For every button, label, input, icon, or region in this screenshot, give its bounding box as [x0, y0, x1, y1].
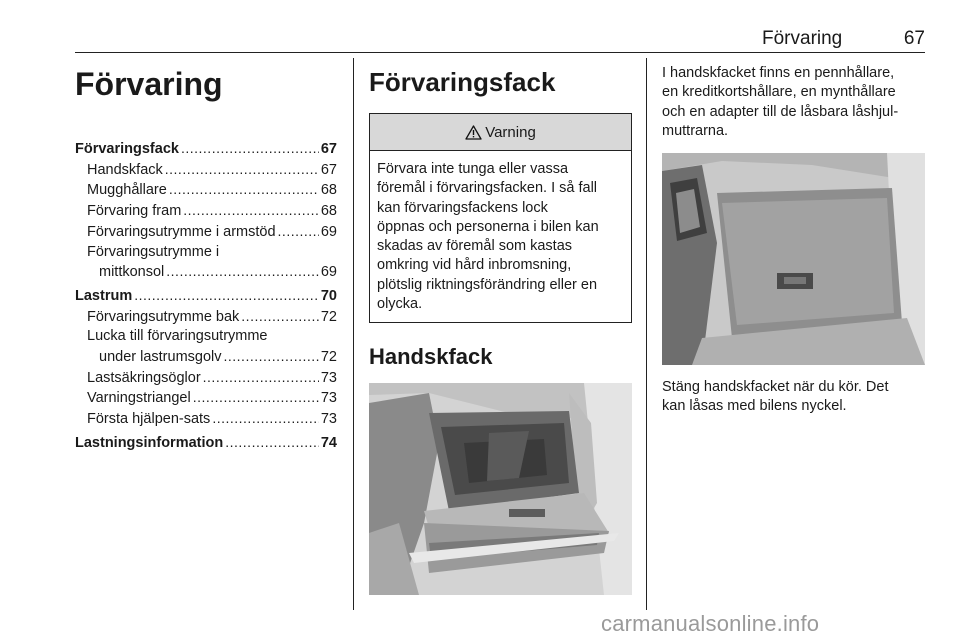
toc-entry-text: Lucka till förvaringsutrymme	[87, 328, 268, 345]
toc-page-number: 70	[320, 287, 337, 304]
page-number: 67	[903, 28, 925, 49]
warning-title: Varning	[485, 123, 536, 141]
toc-entry[interactable]	[75, 409, 337, 430]
glovebox-lock-note	[662, 378, 925, 417]
toc-page-number: 68	[320, 182, 337, 199]
toc-leader-dots	[165, 160, 319, 180]
toc-entry-row	[87, 222, 337, 243]
warning-triangle-icon	[465, 125, 482, 140]
subsection-title: Handskfack	[369, 344, 493, 370]
page-header	[75, 28, 925, 52]
header-title: Förvaring	[762, 28, 843, 49]
warning-header	[370, 114, 631, 151]
toc-entry[interactable]	[75, 222, 337, 243]
paragraph-line: en kreditkortshållare, en mynthållare	[662, 84, 896, 101]
toc-entry-text: Förvaring fram	[87, 203, 182, 220]
toc-entry-row	[75, 433, 337, 454]
toc-entry-row	[87, 262, 337, 283]
toc-entry[interactable]	[75, 388, 337, 409]
toc-entry[interactable]	[75, 368, 337, 389]
glovebox-description	[662, 64, 925, 141]
toc-entry-text: Första hjälpen-sats	[87, 411, 211, 428]
toc-entry-row	[87, 388, 337, 409]
toc-entry[interactable]	[75, 160, 337, 181]
column-middle	[369, 64, 632, 595]
toc-page-number: 69	[320, 264, 337, 281]
toc-entry[interactable]	[75, 433, 337, 454]
toc-entry-text: Förvaringsfack	[75, 141, 179, 157]
column-divider-2	[646, 58, 647, 610]
toc-entry-text: Varningstriangel	[87, 390, 191, 407]
toc-leader-dots	[169, 180, 319, 200]
toc-leader-dots	[224, 347, 319, 367]
warning-line: olycka.	[377, 296, 423, 313]
toc-entry[interactable]	[75, 139, 337, 160]
toc-leader-dots	[183, 201, 319, 221]
toc-entry-text: Lastningsinformation	[75, 434, 224, 451]
warning-box	[369, 113, 632, 323]
toc-page-number: 74	[320, 434, 337, 451]
toc-entry-text: Förvaringsutrymme i	[87, 243, 220, 260]
table-of-contents	[75, 139, 337, 454]
toc-page-number: 72	[320, 349, 337, 366]
paragraph-line: I handskfacket finns en pennhållare,	[662, 65, 895, 81]
warning-line: kan förvaringsfackens lock	[377, 199, 548, 216]
header-rule	[75, 52, 925, 53]
toc-page-number: 73	[320, 369, 337, 386]
warning-line: plötslig riktningsförändring eller en	[377, 276, 598, 293]
column-divider-1	[353, 58, 354, 610]
warning-text	[370, 151, 631, 322]
toc-entry-text: Handskfack	[87, 161, 163, 178]
paragraph-line: och en adapter till de låsbara låshjul-	[662, 103, 899, 120]
toc-entry-text: Förvaringsutrymme bak	[87, 308, 240, 325]
toc-entry-text: Lastsäkringsöglor	[87, 369, 201, 386]
toc-leader-dots	[278, 222, 319, 242]
toc-entry-row	[87, 409, 337, 430]
toc-entry-text: Lastrum	[75, 287, 133, 304]
toc-page-number: 72	[320, 308, 337, 325]
paragraph-line: Stäng handskfacket när du kör. Det	[662, 379, 889, 396]
toc-entry[interactable]	[75, 286, 337, 307]
toc-entry-row	[87, 160, 337, 181]
toc-entry[interactable]	[75, 243, 337, 283]
paragraph-line: muttrarna.	[662, 122, 729, 139]
warning-line: Förvara inte tunga eller vassa	[377, 161, 569, 177]
toc-entry[interactable]	[75, 307, 337, 328]
warning-line: skadas av föremål som kastas	[377, 238, 573, 255]
toc-entry-row	[87, 347, 337, 368]
toc-page-number: 67	[320, 141, 337, 157]
toc-entry[interactable]	[75, 201, 337, 222]
toc-leader-dots	[134, 286, 319, 306]
toc-entry-text: Förvaringsutrymme i armstöd	[87, 223, 276, 240]
toc-leader-dots	[193, 388, 319, 408]
toc-leader-dots	[212, 409, 319, 429]
toc-page-number: 73	[320, 390, 337, 407]
chapter-title: Förvaring	[75, 66, 223, 102]
toc-leader-dots	[166, 262, 319, 282]
glovebox-open-image	[369, 383, 632, 595]
toc-page-number: 73	[320, 411, 337, 428]
toc-entry[interactable]	[75, 327, 337, 367]
paragraph-line: kan låsas med bilens nyckel.	[662, 398, 847, 415]
column-left	[75, 64, 337, 454]
toc-leader-dots	[203, 368, 319, 388]
column-right	[662, 64, 925, 417]
toc-entry-row	[87, 180, 337, 201]
toc-page-number: 68	[320, 203, 337, 220]
toc-leader-dots	[225, 433, 319, 453]
toc-entry-text-cont: mittkonsol	[99, 264, 165, 281]
toc-entry-text: Mugghållare	[87, 182, 167, 199]
toc-entry-row	[75, 286, 337, 307]
toc-page-number: 69	[320, 223, 337, 240]
toc-entry-row	[75, 139, 337, 160]
warning-line: omkring vid hård inbromsning,	[377, 257, 572, 274]
toc-entry-row	[87, 368, 337, 389]
toc-page-number: 67	[320, 161, 337, 178]
toc-entry[interactable]	[75, 180, 337, 201]
glovebox-closed-image	[662, 153, 925, 365]
toc-entry-text-cont: under lastrumsgolv	[99, 349, 222, 366]
toc-entry-row	[87, 201, 337, 222]
toc-leader-dots	[181, 139, 319, 159]
warning-line: öppnas och personerna i bilen kan	[377, 218, 599, 235]
toc-entry-row	[87, 307, 337, 328]
watermark: carmanualsonline.info	[601, 611, 820, 636]
toc-leader-dots	[241, 307, 319, 327]
warning-line: föremål i förvaringsfacken. I så fall	[377, 180, 598, 197]
section-title: Förvaringsfack	[369, 67, 556, 97]
